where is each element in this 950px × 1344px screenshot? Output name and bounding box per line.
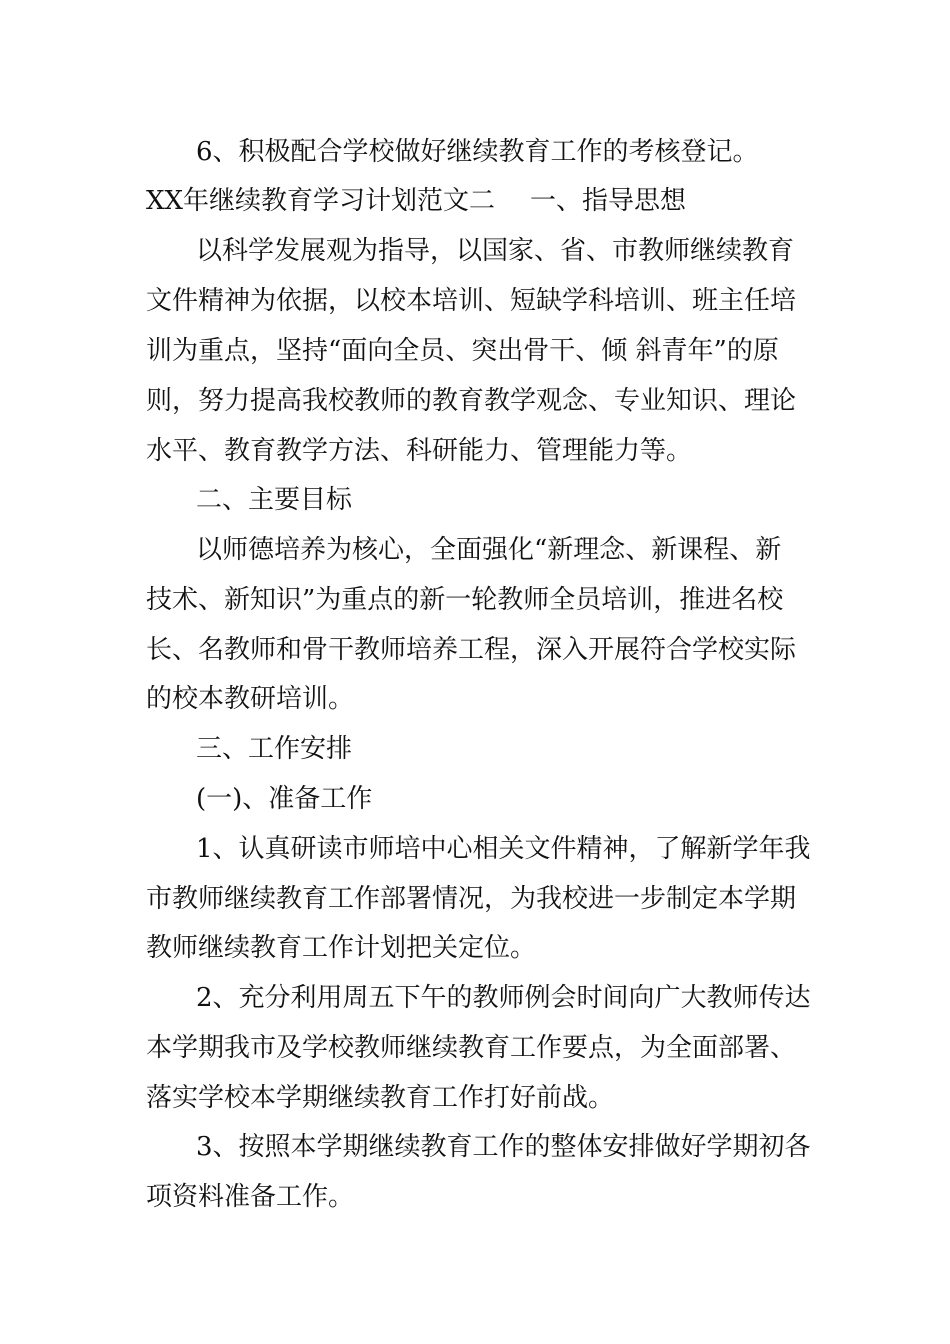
- paragraph-line: 2、充分利用周五下午的教师例会时间向广大教师传达: [196, 983, 811, 1013]
- subsection-heading: (一)、准备工作: [196, 784, 373, 814]
- paragraph-line: 长、名教师和骨干教师培养工程，深入开展符合学校实际: [146, 635, 797, 665]
- section-heading: 一、指导思想: [530, 186, 687, 216]
- paragraph-line: 则，努力提高我校教师的教育教学观念、专业知识、理论: [146, 386, 797, 416]
- paragraph-line: 训为重点，坚持“面向全员、突出骨干、倾 斜青年”的原: [146, 336, 779, 366]
- paragraph-line: 落实学校本学期继续教育工作打好前战。: [146, 1083, 615, 1113]
- section-heading: 三、工作安排: [196, 734, 353, 764]
- paragraph-line: 以师德培养为核心，全面强化“新理念、新课程、新: [196, 535, 782, 565]
- paragraph-line: 本学期我市及学校教师继续教育工作要点，为全面部署、: [146, 1033, 797, 1063]
- paragraph-line: 教师继续教育工作计划把关定位。: [146, 933, 537, 963]
- paragraph-line: 项资料准备工作。: [146, 1182, 355, 1212]
- paragraph-line: 6、积极配合学校做好继续教育工作的考核登记。: [196, 137, 759, 167]
- paragraph-line: 市教师继续教育工作部署情况，为我校进一步制定本学期: [146, 884, 797, 914]
- paragraph-line: 的校本教研培训。: [146, 684, 355, 714]
- document-title: XX年继续教育学习计划范文二: [146, 186, 496, 216]
- paragraph-line: 技术、新知识”为重点的新一轮教师全员培训，推进名校: [146, 585, 784, 615]
- paragraph-line: 水平、教育教学方法、科研能力、管理能力等。: [146, 436, 693, 466]
- paragraph-line: 以科学发展观为指导，以国家、省、市教师继续教育: [196, 236, 795, 266]
- paragraph-line: 1、认真研读市师培中心相关文件精神，了解新学年我: [196, 834, 811, 864]
- section-heading: 二、主要目标: [196, 485, 353, 515]
- paragraph-line: 文件精神为依据，以校本培训、短缺学科培训、班主任培: [146, 286, 797, 316]
- paragraph-line: 3、按照本学期继续教育工作的整体安排做好学期初各: [196, 1132, 811, 1162]
